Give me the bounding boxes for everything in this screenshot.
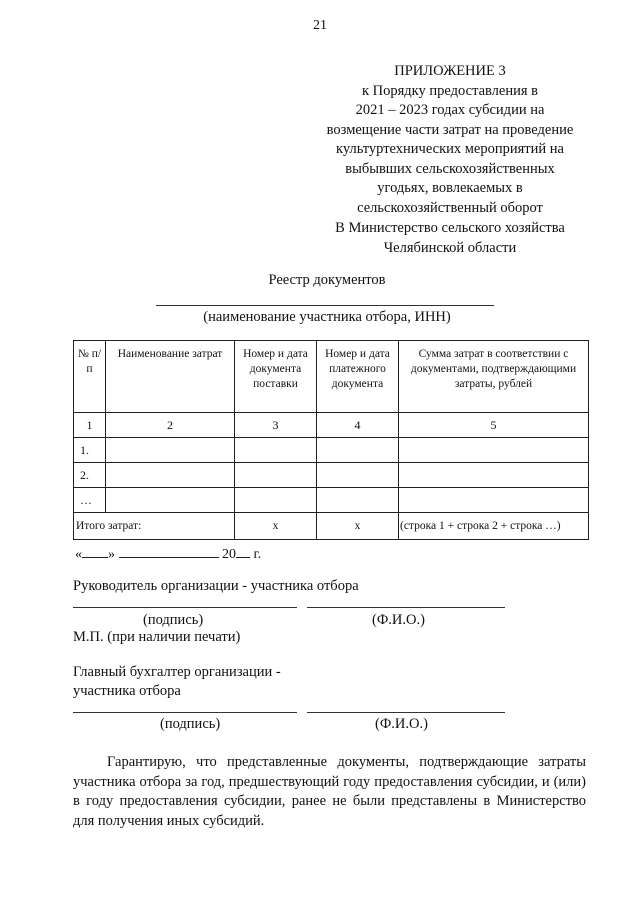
- day-blank: [82, 544, 108, 558]
- accountant-signature-line: [73, 712, 297, 713]
- addressee-line: В Министерство сельского хозяйства: [335, 220, 565, 236]
- page-number: 21: [313, 18, 327, 33]
- total-label: Итого затрат:: [74, 513, 235, 540]
- header-payment-doc: Номер и дата платежного документа: [317, 341, 399, 413]
- table-row: [74, 463, 589, 488]
- participant-name-caption: (наименование участника отбора, ИНН): [203, 309, 451, 325]
- appendix-line: угодьях, вовлекаемых в: [377, 180, 523, 196]
- appendix-line: сельскохозяйственный оборот: [357, 199, 543, 216]
- accountant-name-caption: (Ф.И.О.): [375, 716, 428, 732]
- year-suffix: г.: [253, 547, 262, 562]
- head-name-caption: (Ф.И.О.): [372, 612, 425, 628]
- appendix-line: ПРИЛОЖЕНИЕ 3: [394, 63, 506, 79]
- total-col4: х: [317, 513, 399, 540]
- head-signature-line: [73, 607, 297, 608]
- head-signature-caption: (подпись): [143, 612, 204, 628]
- total-sum-formula: (строка 1 + строка 2 + строка …): [399, 513, 589, 540]
- table-row: [74, 438, 589, 463]
- table-cell: [399, 463, 589, 488]
- header-delivery-doc: Номер и дата документа поставки: [235, 341, 317, 413]
- head-title: Руководитель организации - участника отбора: [73, 578, 359, 594]
- total-row: [74, 513, 589, 540]
- header-number: № п/п: [74, 341, 106, 413]
- row-number: …: [74, 488, 106, 513]
- column-number: 5: [399, 413, 589, 438]
- column-number: 2: [106, 413, 235, 438]
- column-number: 4: [317, 413, 399, 438]
- year-prefix: 20: [222, 547, 236, 562]
- date-line: [75, 544, 261, 563]
- header-cost-sum: Сумма затрат в соответствии с документами, подтверждающими затраты, рублей: [399, 341, 589, 413]
- table-cell: [317, 438, 399, 463]
- appendix-line: к Порядку предоставления в: [361, 82, 539, 99]
- total-col3: х: [235, 513, 317, 540]
- header-cost-name: Наименование затрат: [106, 341, 235, 413]
- accountant-signature-caption: (подпись): [160, 716, 221, 732]
- table-cell: [106, 488, 235, 513]
- table-header-row: [74, 341, 589, 413]
- row-number: 2.: [74, 463, 106, 488]
- appendix-header: [300, 62, 600, 218]
- table-cell: [106, 463, 235, 488]
- accountant-name-line: [307, 712, 505, 713]
- stamp-note: М.П. (при наличии печати): [73, 629, 241, 645]
- addressee: [300, 219, 600, 258]
- table-cell: [399, 438, 589, 463]
- month-blank: [119, 544, 219, 558]
- accountant-title-line2: участника отбора: [73, 683, 181, 699]
- participant-name-line: [156, 305, 494, 306]
- appendix-line: возмещение части затрат на проведение: [326, 121, 574, 138]
- documents-registry-table: [73, 340, 589, 540]
- table-cell: [317, 488, 399, 513]
- table-cell: [235, 488, 317, 513]
- date-open-quote: «: [75, 547, 82, 562]
- appendix-line: выбывших сельскохозяйственных: [345, 160, 555, 177]
- date-close-quote: »: [108, 547, 115, 562]
- table-cell: [106, 438, 235, 463]
- column-number: 1: [74, 413, 106, 438]
- head-name-line: [307, 607, 505, 608]
- guarantee-statement: Гарантирую, что представленные документы, подтверждающие затраты участника отбора за год, предшествующий году предоставления субсидии, и (или) в году предоставления субсидии, ранее не были представлены в Министерство для получения иных субсидий.: [73, 754, 586, 829]
- year-blank: [236, 544, 250, 558]
- accountant-title-line1: Главный бухгалтер организации -: [73, 664, 281, 680]
- appendix-line: 2021 – 2023 годах субсидии на: [355, 102, 545, 118]
- appendix-line: культуртехнических мероприятий на: [336, 141, 564, 157]
- table-cell: [399, 488, 589, 513]
- row-number: 1.: [74, 438, 106, 463]
- registry-title: Реестр документов: [268, 272, 386, 288]
- table-cell: [235, 463, 317, 488]
- table-cell: [317, 463, 399, 488]
- column-numbers-row: [74, 413, 589, 438]
- column-number: 3: [235, 413, 317, 438]
- addressee-line: Челябинской области: [383, 239, 517, 256]
- table-row: [74, 488, 589, 513]
- table-cell: [235, 438, 317, 463]
